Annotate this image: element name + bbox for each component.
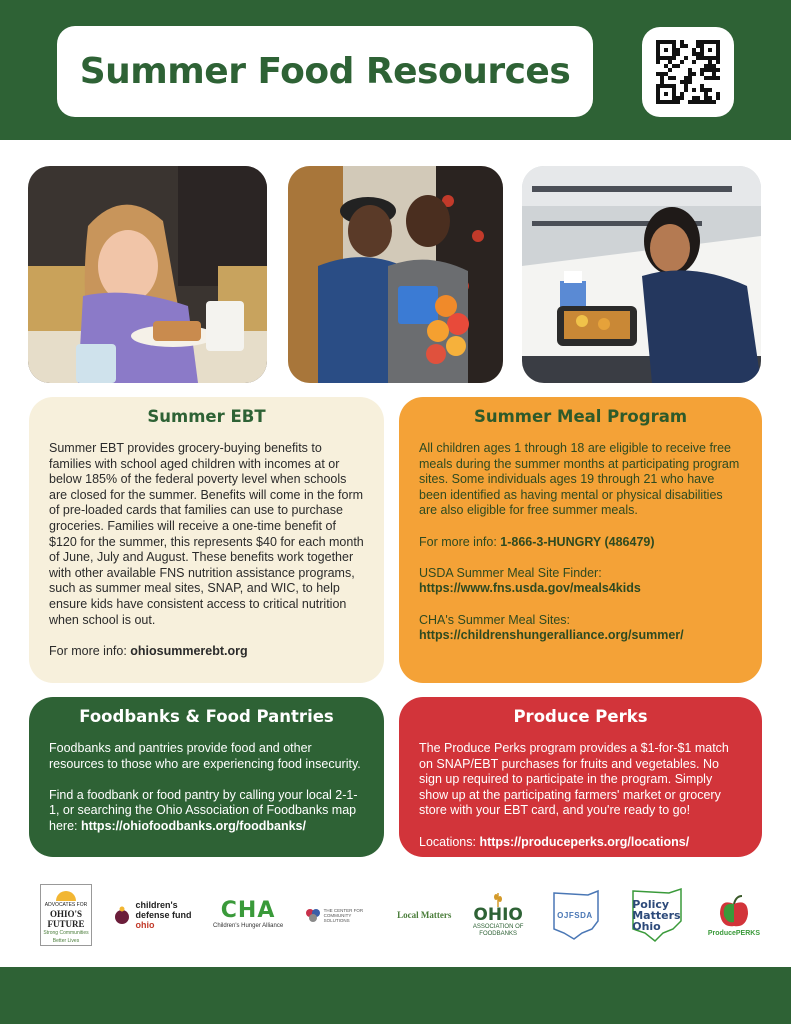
cdf-line3: ohio [135, 920, 155, 930]
qr-module [716, 100, 720, 104]
apple-icon [716, 894, 752, 930]
usda-link[interactable]: https://www.fns.usda.gov/meals4kids [419, 581, 641, 596]
ohios-future-main: OHIO'S FUTURE [47, 909, 85, 929]
summer-ebt-card [29, 397, 384, 683]
title-box [57, 26, 593, 117]
cdf-line1: children's [135, 900, 178, 910]
cdf-line2: defense fund [135, 910, 192, 920]
photo-adult-and-boy-with-produce [288, 166, 503, 383]
info-label: For more info: [419, 534, 501, 549]
cdf-icon [113, 906, 131, 924]
pmo-line3: Ohio [632, 919, 661, 933]
logo-ohio-association-of-foodbanks [473, 893, 524, 938]
usda-finder [419, 566, 742, 597]
foodbanks-body: Foodbanks and pantries provide food and other resources to those who are experiencing food insecurity. [49, 741, 361, 771]
summer-meal-info [419, 535, 742, 551]
logo-policy-matters-ohio [626, 886, 686, 944]
foodbanks-find [49, 788, 364, 835]
logo-produce-perks [708, 894, 760, 937]
pmo-line2: Matters [632, 908, 681, 922]
photo-child-eating [28, 166, 267, 383]
logo-local-matters [397, 910, 451, 920]
cha-mark: CHA [220, 898, 276, 923]
cha-label: CHA's Summer Meal Sites: [419, 612, 571, 627]
footer-bar [0, 967, 791, 1024]
summer-ebt-info [49, 644, 364, 660]
produce-perks-body: The Produce Perks program provides a $1-for-$1 match on SNAP/EBT purchases for fruits and vegetables. No sign up required to participate in the program. Simply show up at the participating farmers' market or grocery store with your EBT card, and you're ready to go! [419, 741, 729, 818]
ohios-future-top: ADVOCATES FOR [44, 902, 88, 908]
ojfsda-name: OJFSDA [557, 910, 593, 920]
produce-perks-locations [419, 835, 742, 851]
produce-perks-title: Produce Perks [513, 707, 648, 726]
ohios-future-tag: Strong Communities Better Lives [43, 930, 89, 944]
oaf-sub1: ASSOCIATION OF [472, 923, 524, 930]
cha-name: Children's Hunger Alliance [212, 923, 284, 929]
find-text: Find a foodbank or food pantry by calling your local 2-1-1, or searching the Ohio Association of Foodbanks map here: [49, 787, 358, 833]
qr-box[interactable] [642, 27, 734, 117]
summer-meal-body: All children ages 1 through 18 are eligible to receive free meals during the summer months at participating program sites. Some individuals ages 19 through 21 who have been identified as having mental or physical disabilities are also eligible for free summer meals. [419, 441, 740, 518]
info-label: For more info: [49, 643, 131, 658]
page-title: Summer Food Resources [79, 51, 571, 92]
produceperks-link[interactable]: https://produceperks.org/locations/ [479, 834, 690, 849]
locations-label: Locations: [419, 834, 480, 849]
usda-label: USDA Summer Meal Site Finder: [419, 565, 602, 580]
header-bar [0, 0, 791, 140]
summer-meal-title: Summer Meal Program [473, 407, 688, 426]
hungry-phone-link[interactable]: 1-866-3-HUNGRY (486479) [500, 534, 655, 549]
summer-meal-card [399, 397, 762, 683]
oaf-sub2: FOODBANKS [479, 930, 517, 937]
oaf-main: OHIO [473, 904, 523, 925]
cha-sites [419, 613, 742, 644]
local-matters-name: Local Matters [397, 910, 452, 920]
ohiofoodbanks-link[interactable]: https://ohiofoodbanks.org/foodbanks/ [80, 818, 306, 833]
cha-link[interactable]: https://childrenshungeralliance.org/summer/ [419, 628, 684, 643]
foodbanks-title: Foodbanks & Food Pantries [79, 707, 334, 726]
summer-ebt-body: Summer EBT provides grocery-buying benefits to families with school aged children with incomes at or below 185% of the federal poverty level when schools are closed for the summer. Benefits will come in the form of pre-loaded cards that families can use to purchase groceries. Families will receive a one-time benefit of $120 for the summer, this represents $40 for each month of June, July and August. These benefits work together with other available FNS nutrition assistance programs, such as summer meal sites, SNAP, and WIC, to help ensure kids have consistent access to critical nutrition when school is out. [49, 441, 364, 627]
logo-ohios-future [40, 884, 92, 946]
foodbanks-card [29, 697, 384, 857]
summer-ebt-title: Summer EBT [147, 407, 266, 426]
ohiosummerebt-link[interactable]: ohiosummerebt.org [130, 643, 248, 658]
produce-perks-name: ProducePERKS [707, 929, 760, 937]
produce-perks-card [399, 697, 762, 857]
ccs-icon [305, 907, 321, 923]
pmo-line1: Policy [632, 897, 670, 911]
sunrise-icon [52, 885, 80, 901]
logo-childrens-hunger-alliance [213, 900, 283, 930]
logo-ojfsda [545, 888, 605, 942]
ccs-name: THE CENTER FOR COMMUNITY SOLUTIONS [323, 907, 364, 923]
logo-childrens-defense-fund [113, 900, 191, 930]
logo-center-for-community-solutions [305, 907, 376, 923]
photo-girl-in-cafeteria [522, 166, 761, 383]
qr-code-icon[interactable] [656, 40, 720, 104]
partner-logos [40, 880, 760, 950]
